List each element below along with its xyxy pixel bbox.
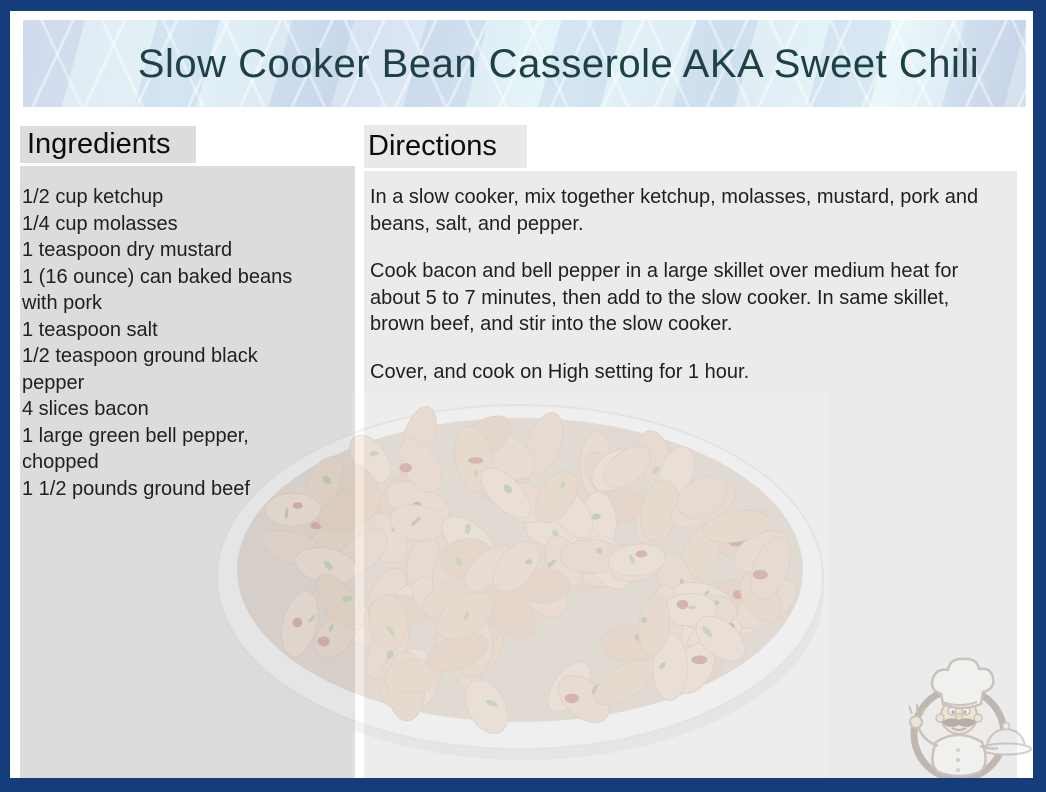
directions-steps [364,168,1017,385]
directions-heading: Directions [368,130,497,162]
ingredient-item: 1 teaspoon salt [22,318,158,341]
ingredients-section [20,126,355,502]
ingredients-list [20,163,355,502]
direction-step: Cover, and cook on High setting for 1 hour. [370,360,750,383]
page-title: Slow Cooker Bean Casserole AKA Sweet Chili [137,41,980,86]
ingredient-item: 4 slices bacon [22,398,149,420]
directions-section [364,125,1017,406]
ingredient-item: 1/4 cup molasses [22,212,178,235]
title-banner [23,20,1026,107]
ingredient-item: 1 large green bell pepper, chopped [22,424,249,473]
ingredient-item: 1/2 teaspoon ground black pepper [22,345,258,394]
ingredient-item: 1 teaspoon dry mustard [22,239,233,261]
ingredient-item: 1/2 cup ketchup [22,186,164,208]
chef-logo [896,650,1033,778]
direction-step: In a slow cooker, mix together ketchup, molasses, mustard, pork and beans, salt, and pepper. [370,186,979,235]
page-canvas [10,11,1033,778]
ingredient-item: 1 (16 ounce) can baked beans with pork [22,265,293,314]
ingredient-item: 1 1/2 pounds ground beef [22,477,250,500]
ingredients-heading: Ingredients [27,128,171,160]
direction-step: Cook bacon and bell pepper in a large skillet over medium heat for about 5 to 7 minutes, then add to the slow cooker. In same skillet, brown beef, and stir into the slow cooker. [370,260,959,335]
